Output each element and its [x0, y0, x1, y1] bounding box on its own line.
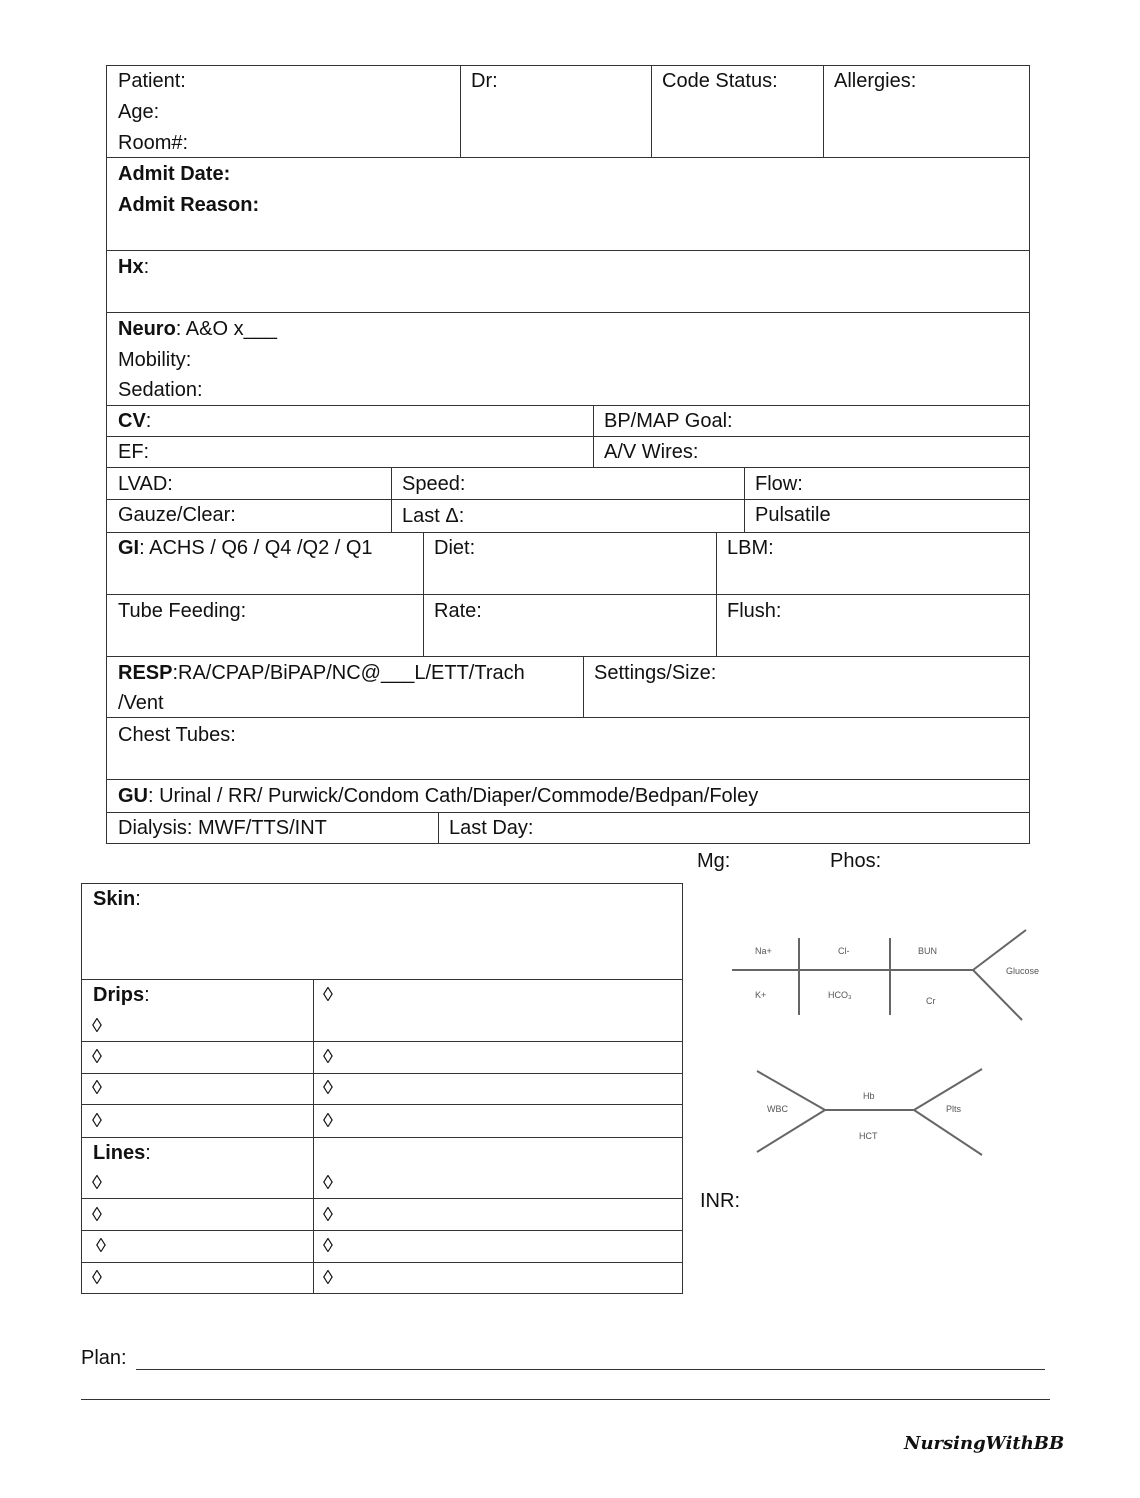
last-delta-label: Last Δ: — [402, 505, 465, 527]
speed-label: Speed: — [402, 473, 466, 495]
age-label: Age: — [118, 101, 160, 123]
neuro-label: Neuro: A&O x___ — [118, 318, 277, 340]
hb-label: Hb — [863, 1091, 875, 1101]
diamond-icon: ◊ — [323, 1235, 333, 1257]
flow-label: Flow: — [755, 473, 803, 495]
lines-row-4-left[interactable] — [81, 1262, 314, 1294]
diamond-icon: ◊ — [323, 1172, 333, 1194]
lines-label: Lines: — [93, 1142, 151, 1164]
k-label: K+ — [755, 990, 767, 1000]
last-day-label: Last Day: — [449, 817, 534, 839]
room-label: Room#: — [118, 132, 189, 154]
lines-row-4-right[interactable] — [313, 1262, 683, 1294]
diamond-icon: ◊ — [92, 1077, 102, 1099]
plan-line-2[interactable] — [81, 1399, 1050, 1400]
na-label: Na+ — [755, 946, 772, 956]
drips-row-4-right[interactable] — [313, 1104, 683, 1138]
gu-label: GU: Urinal / RR/ Purwick/Condom Cath/Diaper/Commode/Bedpan/Foley — [118, 785, 759, 807]
resp-label: RESP:RA/CPAP/BiPAP/NC@___L/ETT/Trach — [118, 662, 525, 684]
mg-label: Mg: — [697, 850, 731, 872]
resp-vent-label: /Vent — [118, 692, 164, 714]
drips-row-3-left[interactable] — [81, 1073, 314, 1105]
diamond-icon: ◊ — [92, 1046, 102, 1068]
gauze-label: Gauze/Clear: — [118, 504, 236, 526]
mobility-label: Mobility: — [118, 349, 192, 371]
sedation-label: Sedation: — [118, 379, 203, 401]
diamond-icon: ◊ — [323, 1267, 333, 1289]
drips-row-2-left[interactable] — [81, 1041, 314, 1074]
diamond-icon: ◊ — [323, 984, 333, 1006]
allergies-label: Allergies: — [834, 70, 917, 92]
cv-label: CV: — [118, 410, 152, 432]
diamond-icon: ◊ — [323, 1046, 333, 1068]
hco3-label: HCO₃ — [828, 990, 852, 1000]
drips-row-1-right[interactable] — [313, 979, 683, 1042]
admit-date-label: Admit Date: — [118, 163, 231, 185]
pulsatile-label: Pulsatile — [755, 504, 831, 526]
chest-tubes-cell[interactable] — [106, 717, 1030, 780]
diamond-icon: ◊ — [96, 1235, 106, 1257]
dialysis-label: Dialysis: MWF/TTS/INT — [118, 817, 327, 839]
dr-label: Dr: — [471, 70, 498, 92]
plan-line-1[interactable] — [136, 1369, 1045, 1370]
ef-cell[interactable] — [106, 436, 594, 468]
drips-label: Drips: — [93, 984, 150, 1006]
glucose-label: Glucose — [1006, 966, 1040, 976]
lbm-label: LBM: — [727, 537, 774, 559]
tube-feeding-label: Tube Feeding: — [118, 600, 247, 622]
diamond-icon: ◊ — [92, 1172, 102, 1194]
diamond-icon: ◊ — [323, 1110, 333, 1132]
phos-label: Phos: — [830, 850, 882, 872]
cl-label: Cl- — [838, 946, 850, 956]
flush-label: Flush: — [727, 600, 782, 622]
lines-row-3-left[interactable] — [81, 1230, 314, 1263]
diamond-icon: ◊ — [92, 1015, 102, 1037]
code-status-label: Code Status: — [662, 70, 778, 92]
diamond-icon: ◊ — [92, 1110, 102, 1132]
bmp-fishbone-diagram — [725, 925, 1055, 1030]
diamond-icon: ◊ — [92, 1267, 102, 1289]
lines-row-1-right[interactable] — [313, 1137, 683, 1199]
av-wires-label: A/V Wires: — [604, 441, 699, 463]
lines-row-2-right[interactable] — [313, 1198, 683, 1231]
diamond-icon: ◊ — [323, 1204, 333, 1226]
ef-label: EF: — [118, 441, 150, 463]
plan-label: Plan: — [81, 1347, 127, 1369]
skin-label: Skin: — [93, 888, 141, 910]
diamond-icon: ◊ — [323, 1077, 333, 1099]
admit-reason-label: Admit Reason: — [118, 194, 260, 216]
hx-cell[interactable] — [106, 250, 1030, 313]
lines-row-2-left[interactable] — [81, 1198, 314, 1231]
chest-tubes-label: Chest Tubes: — [118, 724, 236, 746]
diet-label: Diet: — [434, 537, 476, 559]
bp-goal-label: BP/MAP Goal: — [604, 410, 733, 432]
drips-row-2-right[interactable] — [313, 1041, 683, 1074]
rate-label: Rate: — [434, 600, 482, 622]
hx-label: Hx: — [118, 256, 150, 278]
inr-label: INR: — [700, 1190, 740, 1212]
cv-cell[interactable] — [106, 405, 594, 437]
lines-row-3-right[interactable] — [313, 1230, 683, 1263]
gi-label: GI: ACHS / Q6 / Q4 /Q2 / Q1 — [118, 537, 373, 559]
hct-label: HCT — [859, 1131, 878, 1141]
settings-label: Settings/Size: — [594, 662, 717, 684]
patient-label: Patient: — [118, 70, 186, 92]
skin-cell[interactable] — [81, 883, 683, 980]
drips-row-4-left[interactable] — [81, 1104, 314, 1138]
drips-row-3-right[interactable] — [313, 1073, 683, 1105]
plts-label: Plts — [946, 1104, 962, 1114]
bun-label: BUN — [918, 946, 938, 956]
lvad-label: LVAD: — [118, 473, 173, 495]
diamond-icon: ◊ — [92, 1204, 102, 1226]
cr-label: Cr — [926, 996, 936, 1006]
signature-logo: NursingWithBB — [904, 1433, 1065, 1454]
wbc-label: WBC — [767, 1104, 788, 1114]
